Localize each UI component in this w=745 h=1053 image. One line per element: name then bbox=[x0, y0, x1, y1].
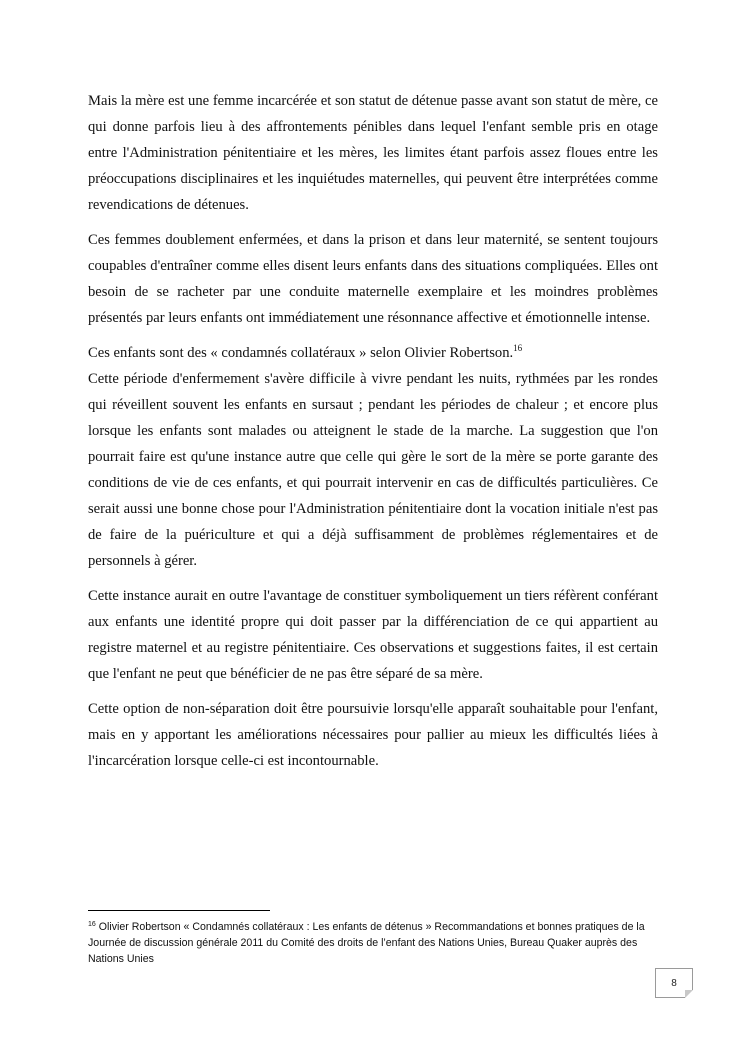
page-number-box bbox=[655, 968, 693, 998]
paragraph-4: Cette période d'enfermement s'avère difficile à vivre pendant les nuits, rythmées par les rondes qui réveillent souvent les enfants en sursaut ; pendant les périodes de chaleur ; et encore plus lorsque les enfants sont malades ou atteignent le stade de la marche. La suggestion que l'on pourrait faire est qu'une instance autre que celle qui gère le sort de la mère se porte garante des conditions de vie de ces enfants, et qui pourrait intervenir en cas de difficultés particulières. Ce serait aussi une bonne chose pour l'Administration pénitentiaire dont la vocation initiale n'est pas de faire de la puériculture et qui a déjà suffisamment de problèmes réglementaires et de personnels à gérer. bbox=[88, 371, 658, 569]
paragraph-3-text: Ces enfants sont des « condamnés collatéraux » selon Olivier Robertson. bbox=[88, 345, 514, 361]
paragraph-3 bbox=[88, 340, 658, 366]
paragraph-1: Mais la mère est une femme incarcérée et son statut de détenue passe avant son statut de mère, ce qui donne parfois lieu à des affrontements pénibles dans lequel l'enfant semble pris en otage entre l'Administration pénitentiaire et les mères, les limites étant parfois assez floues entre les préoccupations disciplinaires et les inquiétudes maternelles, qui peuvent être interprétées comme revendications de détenues. bbox=[88, 93, 658, 213]
paragraph-6: Cette option de non-séparation doit être poursuivie lorsqu'elle apparaît souhaitable pour l'enfant, mais en y apportant les améliorations nécessaires pour pallier au mieux les difficultés liées à l'incarcération lorsque celle-ci est incontournable. bbox=[88, 701, 658, 769]
paragraph-2: Ces femmes doublement enfermées, et dans la prison et dans leur maternité, se sentent toujours coupables d'entraîner comme elles disent leurs enfants dans des situations compliquées. Elles ont besoin de se racheter par une conduite maternelle exemplaire et les moindres problèmes présentés par leurs enfants ont immédiatement une résonnance affective et émotionnelle intense. bbox=[88, 232, 658, 326]
footnote-text: Olivier Robertson « Condamnés collatéraux : Les enfants de détenus » Recommandations et bonnes pratiques de la Journée de discussion générale 2011 du Comité des droits de l’enfant des Nations Unies, Bureau Quaker auprès des Nations Unies bbox=[88, 921, 645, 965]
page-number: 8 bbox=[671, 978, 677, 989]
footnote bbox=[88, 919, 660, 967]
footnote-separator bbox=[88, 910, 270, 911]
footnote-reference[interactable]: 16 bbox=[513, 343, 523, 353]
footnote-number: 16 bbox=[88, 921, 96, 928]
paragraph-5: Cette instance aurait en outre l'avantage de constituer symboliquement un tiers réfèrent conférant aux enfants une identité propre qui doit passer par la différenciation de ce qui appartient au registre maternel et au registre pénitentiaire. Ces observations et suggestions faites, il est certain que l'enfant ne peut que bénéficier de ne pas être séparé de sa mère. bbox=[88, 588, 658, 682]
body-text bbox=[88, 88, 658, 783]
